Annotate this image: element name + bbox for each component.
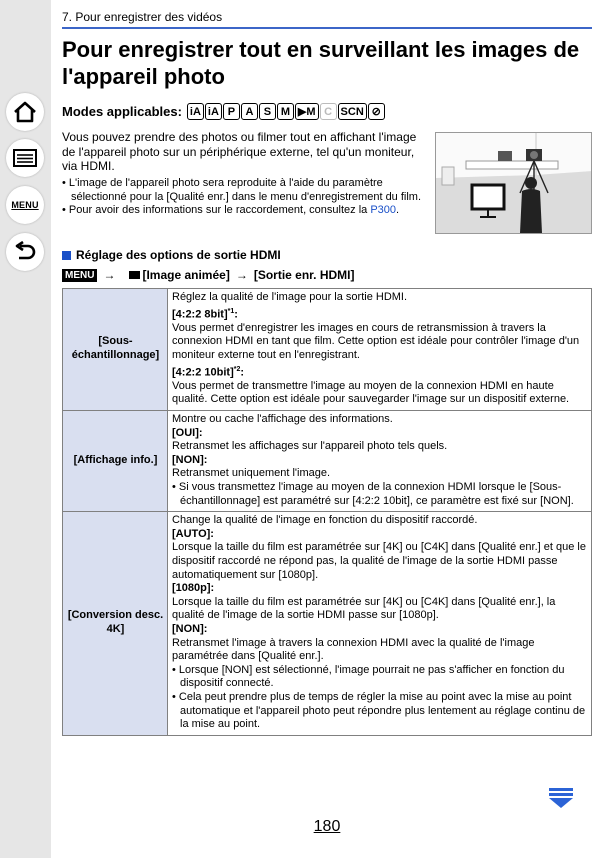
- contents-button[interactable]: [6, 139, 44, 177]
- mode-icon: A: [241, 103, 258, 120]
- header-rule: [62, 27, 592, 29]
- mode-icon: ▶M: [295, 103, 319, 120]
- mode-icon: M: [277, 103, 294, 120]
- option-value: [172, 305, 588, 322]
- desc-line: Lorsque la taille du film est paramétrée sur [4K] ou [C4K] dans [Qualité enr.] et que le dispositif raccordé ne répond pas, la qualité de l'image de la sortie HDMI passe automatiquement sur [1080p].: [172, 541, 586, 581]
- desc-line: Vous permet d'enregistrer les images en cours de retransmission à travers la connexion HDMI en tant que film. Cette option est idéale pour contrôler l'image d'un moniteur externe tout en l'enregistrant.: [172, 321, 580, 362]
- menu-list-button[interactable]: [6, 186, 44, 224]
- applicable-modes: [62, 103, 386, 120]
- desc-note: • Si vous transmettez l'image au moyen de la connexion HDMI lorsque le [Sous-échantillonnage] est paramétré sur [4:2:2 10bit], ce paramètre est fixé sur [NON].: [172, 481, 574, 507]
- section-heading: [62, 248, 281, 262]
- page-link-p300[interactable]: P300: [370, 204, 397, 216]
- path-arrow: →: [235, 268, 248, 282]
- footnote-mark: *1: [227, 307, 235, 315]
- intro-notes: [62, 177, 424, 218]
- menu-label: MENU: [11, 200, 39, 210]
- path-arrow: →: [103, 268, 116, 282]
- desc-line: Retransmet uniquement l'image.: [172, 467, 331, 480]
- option-value: [NON]:: [172, 453, 208, 466]
- desc-line: Retransmet les affichages sur l'appareil photo tels quels.: [172, 440, 448, 453]
- option-value: [172, 363, 588, 380]
- options-table: [62, 288, 592, 736]
- mode-icon: P: [223, 103, 240, 120]
- option-label: [Sous-échantillonnage]: [63, 289, 168, 411]
- table-row: [63, 411, 592, 512]
- hdmi-connection-illustration: [435, 132, 592, 234]
- desc-line: Lorsque la taille du film est paramétrée sur [4K] ou [C4K] dans [Qualité enr.], la qualité de l'image de la sortie HDMI passe sur [1080p].: [172, 595, 556, 622]
- home-icon: [13, 101, 37, 123]
- page-title: Pour enregistrer tout en surveillant les images de l'appareil photo: [62, 37, 580, 89]
- desc-line: Vous permet de transmettre l'image au moyen de la connexion HDMI en haute qualité. Cette option est idéale pour sauvegarder l'image sur un dispositif externe.: [172, 379, 570, 406]
- option-description: [168, 411, 592, 512]
- option-description: [168, 512, 592, 736]
- desc-note: • Cela peut prendre plus de temps de régler la mise au point avec la mise au point automatique et l'appareil photo peut répondre plus lentement au réglage continu de la mise au point.: [172, 690, 586, 731]
- desc-line: Réglez la qualité de l'image pour la sortie HDMI.: [172, 291, 408, 303]
- down-arrow-icon: [548, 788, 574, 808]
- home-button[interactable]: [6, 93, 44, 131]
- chapter-header: 7. Pour enregistrer des vidéos: [62, 10, 223, 24]
- option-value: [1080p]:: [172, 582, 215, 595]
- camera-monitor-illustration: [436, 133, 592, 234]
- page-number[interactable]: 180: [313, 818, 341, 835]
- mode-icon: ⊘: [368, 103, 385, 120]
- option-label: [Affichage info.]: [63, 411, 168, 512]
- option-label: [Conversion desc. 4K]: [63, 512, 168, 736]
- sidebar: [0, 0, 51, 858]
- desc-line: Change la qualité de l'image en fonction du dispositif raccordé.: [172, 514, 478, 527]
- colon: :: [234, 308, 238, 321]
- desc-line: Montre ou cache l'affichage des informations.: [172, 413, 393, 426]
- menu-path: [62, 268, 355, 282]
- option-value: [AUTO]:: [172, 527, 214, 540]
- video-camera-icon: [129, 271, 140, 279]
- note-item: [62, 204, 424, 218]
- desc-note: • Lorsque [NON] est sélectionné, l'image pourrait ne pas s'afficher en fonction du dispositif connecté.: [172, 663, 565, 690]
- mode-icon: SCN: [338, 103, 367, 120]
- colon: :: [240, 366, 245, 379]
- section-bullet-icon: [62, 251, 71, 260]
- table-row: [63, 289, 592, 411]
- next-page-button[interactable]: [548, 788, 574, 813]
- option-value: [NON]:: [172, 622, 208, 635]
- option-description: [168, 289, 592, 411]
- list-icon: [13, 149, 37, 167]
- option-value: [OUI]:: [172, 426, 203, 439]
- option-value-text: [4:2:2 8bit]: [172, 308, 228, 321]
- option-value-text: [4:2:2 10bit]: [172, 366, 234, 379]
- note-item: • L'image de l'appareil photo sera reproduite à l'aide du paramètre sélectionné pour la [Qualité enr.] dans le menu d'enregistrement du film.: [62, 177, 422, 203]
- note-text: • Pour avoir des informations sur le raccordement, consultez la: [62, 204, 371, 216]
- table-row: [63, 512, 592, 736]
- intro-text: [62, 130, 424, 174]
- menu-button-icon: MENU: [62, 269, 97, 282]
- intro-paragraph: Vous pouvez prendre des photos ou filmer tout en affichant l'image de l'appareil photo sur un périphérique externe, tel qu'un moniteur, via HDMI.: [62, 130, 417, 173]
- path-step: [Sortie enr. HDMI]: [253, 268, 355, 282]
- note-text: .: [396, 204, 400, 216]
- footnote-mark: *2: [233, 365, 241, 373]
- mode-icon: C: [320, 103, 337, 120]
- back-button[interactable]: [6, 233, 44, 271]
- path-step: [Image animée]: [142, 268, 230, 282]
- modes-label: Modes applicables:: [62, 104, 182, 119]
- desc-line: Retransmet l'image à travers la connexion HDMI avec la qualité de l'image paramétrée dans [Qualité enr.].: [172, 636, 535, 663]
- mode-icon: S: [259, 103, 276, 120]
- mode-icon: iA: [187, 103, 204, 120]
- section-title: Réglage des options de sortie HDMI: [76, 248, 281, 262]
- mode-icon: iA: [205, 103, 222, 120]
- return-icon: [13, 241, 37, 263]
